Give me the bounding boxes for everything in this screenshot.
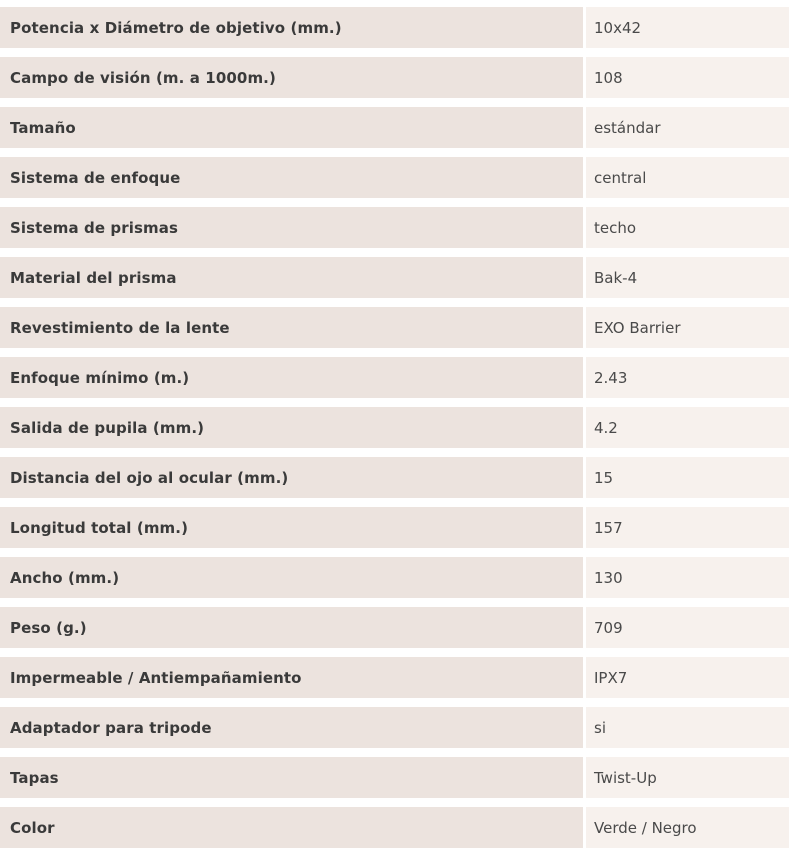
spec-row-color — [0, 807, 789, 848]
spec-row-weight — [0, 607, 789, 648]
spec-row-prism-system — [0, 207, 789, 248]
spec-value: EXO Barrier — [586, 307, 789, 348]
spec-value: IPX7 — [586, 657, 789, 698]
spec-label: Peso (g.) — [0, 607, 583, 648]
spec-row-exit-pupil — [0, 407, 789, 448]
spec-value: estándar — [586, 107, 789, 148]
spec-label: Enfoque mínimo (m.) — [0, 357, 583, 398]
spec-value: 15 — [586, 457, 789, 498]
spec-label: Adaptador para tripode — [0, 707, 583, 748]
spec-row-tripod-adapter — [0, 707, 789, 748]
spec-row-waterproof — [0, 657, 789, 698]
spec-value: si — [586, 707, 789, 748]
spec-row-field-of-view — [0, 57, 789, 98]
spec-value: 2.43 — [586, 357, 789, 398]
spec-row-focus-system — [0, 157, 789, 198]
spec-label: Sistema de enfoque — [0, 157, 583, 198]
spec-value: techo — [586, 207, 789, 248]
spec-row-eye-relief — [0, 457, 789, 498]
spec-row-size — [0, 107, 789, 148]
spec-label: Longitud total (mm.) — [0, 507, 583, 548]
spec-label: Tapas — [0, 757, 583, 798]
spec-label: Revestimiento de la lente — [0, 307, 583, 348]
spec-value: central — [586, 157, 789, 198]
spec-value: Twist-Up — [586, 757, 789, 798]
spec-row-lens-coating — [0, 307, 789, 348]
spec-label: Color — [0, 807, 583, 848]
spec-label: Distancia del ojo al ocular (mm.) — [0, 457, 583, 498]
spec-label: Tamaño — [0, 107, 583, 148]
spec-label: Campo de visión (m. a 1000m.) — [0, 57, 583, 98]
spec-row-length — [0, 507, 789, 548]
spec-row-prism-material — [0, 257, 789, 298]
spec-row-width — [0, 557, 789, 598]
spec-label: Ancho (mm.) — [0, 557, 583, 598]
spec-label: Salida de pupila (mm.) — [0, 407, 583, 448]
spec-value: 709 — [586, 607, 789, 648]
spec-label: Sistema de prismas — [0, 207, 583, 248]
spec-value: 4.2 — [586, 407, 789, 448]
spec-value: 157 — [586, 507, 789, 548]
spec-value: 10x42 — [586, 7, 789, 48]
spec-value: Bak-4 — [586, 257, 789, 298]
spec-label: Potencia x Diámetro de objetivo (mm.) — [0, 7, 583, 48]
spec-value: 130 — [586, 557, 789, 598]
spec-row-caps — [0, 757, 789, 798]
spec-value: 108 — [586, 57, 789, 98]
spec-label: Material del prisma — [0, 257, 583, 298]
spec-label: Impermeable / Antiempañamiento — [0, 657, 583, 698]
spec-value: Verde / Negro — [586, 807, 789, 848]
spec-row-power — [0, 7, 789, 48]
spec-row-min-focus — [0, 357, 789, 398]
